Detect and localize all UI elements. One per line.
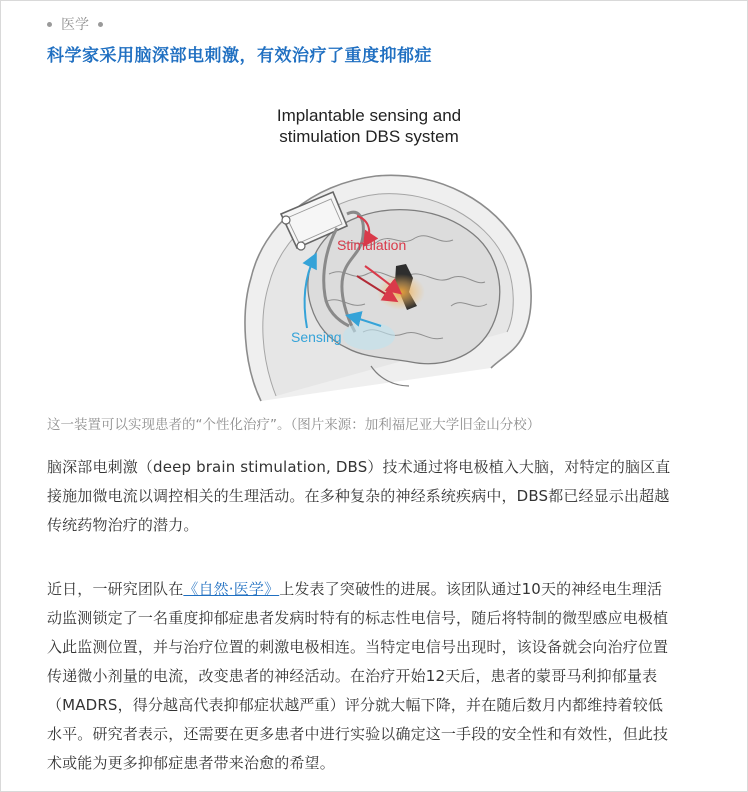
paragraph-line: 动监测锁定了一名重度抑郁症患者发病时特有的标志性电信号，随后将特制的微型感应电极植 <box>47 609 669 627</box>
article-figure <box>151 96 551 406</box>
paragraph-line: （MADRS，得分越高代表抑郁症状越严重）评分就大幅下降，并在随后数月内都维持着较低 <box>47 696 664 714</box>
paragraph-line: 术或能为更多抑郁症患者带来治愈的希望。 <box>47 754 335 772</box>
paragraph-line: 传递微小剂量的电流，改变患者的神经活动。在治疗开始12天后，患者的蒙哥马利抑郁量表 <box>47 667 658 685</box>
paragraph-prefix: 近日，一研究团队在 <box>47 580 184 598</box>
paragraph-line <box>47 575 719 604</box>
bullet-dot-left <box>47 22 52 27</box>
category-tag[interactable] <box>47 13 103 35</box>
paragraph-line: 接施加微电流以调控相关的生理活动。在多种复杂的神经系统疾病中，DBS都已经显示出超越 <box>47 487 670 505</box>
journal-link[interactable]: 《自然·医学》 <box>183 580 280 598</box>
stimulation-label: Stimulation <box>337 237 407 253</box>
category-label: 医学 <box>61 17 89 33</box>
sensing-label: Sensing <box>291 329 342 345</box>
paragraph-intro <box>47 453 719 540</box>
paragraph-line: 入此监测位置，并与治疗位置的刺激电极相连。当特定电信号出现时，该设备就会向治疗位置 <box>47 638 669 656</box>
bullet-dot-right <box>98 22 103 27</box>
figure-caption: 这一装置可以实现患者的“个性化治疗”。（图片来源：加利福尼亚大学旧金山分校） <box>47 417 541 433</box>
paragraph-line: 水平。研究者表示，还需要在更多患者中进行实验以确定这一手段的安全性和有效性，但此技 <box>47 725 669 743</box>
paragraph-suffix: 上发表了突破性的进展。该团队通过10天的神经电生理活 <box>279 580 663 598</box>
paragraph-line: 传统药物治疗的潜力。 <box>47 516 199 534</box>
figure-title-line1: Implantable sensing and <box>276 106 462 125</box>
paragraph-research <box>47 575 719 778</box>
article-title: 科学家采用脑深部电刺激，有效治疗了重度抑郁症 <box>47 46 432 66</box>
dbs-illustration <box>151 96 551 406</box>
paragraph-line: 脑深部电刺激（deep brain stimulation, DBS）技术通过将电极植入大脑，对特定的脑区直 <box>47 458 671 476</box>
figure-title-line2: stimulation DBS system <box>279 127 459 146</box>
